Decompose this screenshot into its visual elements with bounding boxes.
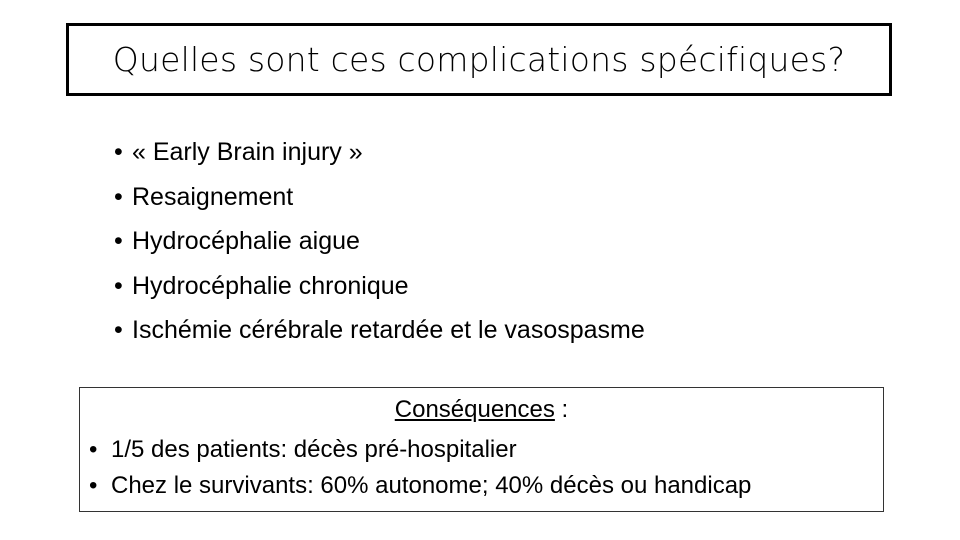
list-item: [114, 264, 645, 309]
list-item: [114, 130, 645, 175]
consequences-list: [88, 432, 751, 504]
bullet-icon: •: [114, 182, 123, 211]
list-item: [114, 219, 645, 264]
list-item: [88, 432, 751, 468]
list-item-text: Chez le survivants: 60% autonome; 40% décès ou handicap: [111, 472, 752, 499]
consequences-heading-label: Conséquences: [394, 396, 555, 423]
bullet-icon: •: [114, 138, 123, 166]
list-item-text: Hydrocéphalie chronique: [132, 271, 409, 300]
slide-title: Quelles sont ces complications spécifiques?: [112, 40, 846, 79]
title-box: [66, 23, 892, 96]
bullet-icon: •: [89, 472, 98, 499]
list-item-text: Ischémie cérébrale retardée et le vasospasme: [132, 316, 645, 344]
consequences-heading: [80, 396, 883, 424]
list-item: [114, 308, 645, 353]
list-item-text: 1/5 des patients: décès pré-hospitalier: [111, 436, 517, 463]
list-item-text: Hydrocéphalie aigue: [132, 227, 360, 255]
complications-list: [114, 130, 645, 353]
bullet-icon: •: [114, 271, 123, 300]
bullet-icon: •: [89, 436, 98, 463]
list-item: [88, 468, 751, 504]
consequences-box: [79, 387, 884, 512]
consequences-heading-suffix: :: [554, 396, 569, 423]
list-item-text: Resaignement: [132, 182, 294, 211]
list-item: [114, 175, 645, 220]
bullet-icon: •: [114, 316, 123, 344]
list-item-text: « Early Brain injury »: [132, 138, 363, 166]
bullet-icon: •: [114, 227, 123, 255]
